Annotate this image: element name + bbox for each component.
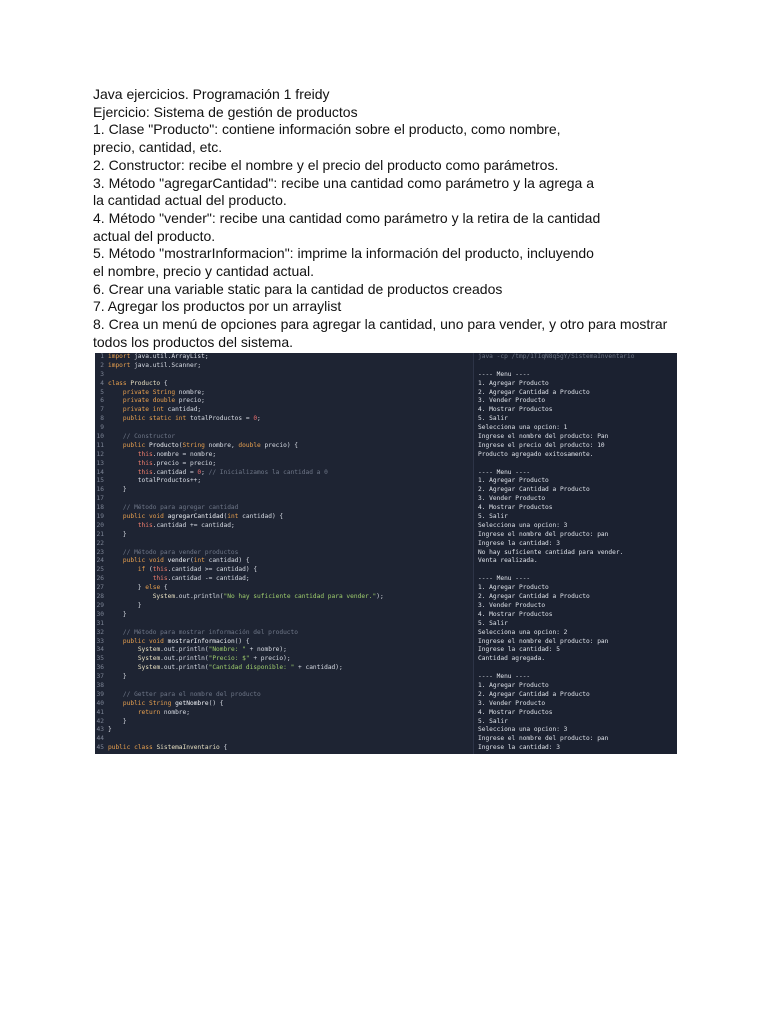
code-token	[108, 709, 138, 716]
line-number: 43	[96, 726, 104, 734]
code-token: this	[152, 566, 168, 574]
line-number: 32	[96, 628, 104, 636]
instruction-line: el nombre, precio y cantidad actual.	[93, 263, 315, 280]
code-token: 0	[197, 468, 202, 476]
line-number: 45	[96, 744, 104, 752]
code-line	[95, 655, 473, 664]
code-line	[95, 735, 473, 744]
code-token: .out.println(	[160, 655, 209, 663]
line-number: 25	[96, 566, 104, 574]
code-token: public void	[122, 513, 168, 521]
code-token	[108, 406, 123, 413]
instruction-line: 1. Clase "Producto": contiene información sobre el producto, como nombre,	[93, 121, 561, 138]
code-token: getNombre	[175, 699, 209, 707]
code-line	[95, 620, 473, 629]
code-token	[108, 664, 138, 671]
console-line: Ingrese el nombre del producto: pan	[478, 637, 609, 645]
code-line	[95, 397, 473, 406]
code-token: precio;	[178, 397, 205, 405]
code-token: .out.println(	[175, 593, 224, 601]
code-token: .precio = precio;	[152, 459, 217, 467]
code-token: this	[152, 575, 168, 583]
code-token: cantidad;	[167, 406, 202, 414]
console-line: Ingrese la cantidad: 3	[478, 539, 560, 547]
code-token: class	[108, 379, 131, 387]
line-number: 42	[96, 717, 104, 725]
code-token: .cantidad += cantidad;	[152, 521, 235, 529]
code-line	[95, 460, 473, 469]
instruction-line: 5. Método "mostrarInformacion": imprime la información del producto, incluyendo	[93, 245, 594, 262]
code-line	[95, 513, 473, 522]
line-number: 38	[96, 681, 104, 689]
code-token: }	[108, 610, 127, 618]
code-token: double	[238, 441, 265, 449]
console-line	[474, 664, 677, 673]
line-number: 22	[96, 539, 104, 547]
code-token: "No hay suficiente cantidad para vender."	[223, 593, 377, 601]
console-line: No hay suficiente cantidad para vender.	[478, 548, 624, 556]
code-token	[108, 566, 138, 573]
console-line: Ingrese el nombre del producto: pan	[478, 530, 609, 538]
instruction-line: 3. Método "agregarCantidad": recibe una cantidad como parámetro y la agrega a	[93, 174, 595, 191]
code-token: java.util.Scanner;	[134, 361, 202, 369]
code-token: (	[178, 441, 183, 449]
code-line	[95, 477, 473, 486]
code-token: precio) {	[264, 441, 299, 449]
code-token: else	[145, 584, 164, 592]
code-line	[95, 682, 473, 691]
line-number: 39	[96, 690, 104, 698]
code-token: .cantidad -= cantidad;	[167, 575, 250, 583]
code-token: agregarCantidad	[167, 513, 224, 521]
code-line	[95, 629, 473, 638]
code-token: private	[122, 397, 153, 405]
code-token	[108, 460, 138, 467]
code-token	[108, 442, 123, 449]
code-token: public	[122, 441, 149, 449]
code-token: .cantidad >= cantidad) {	[167, 566, 258, 574]
code-line	[95, 380, 473, 389]
line-number: 19	[96, 513, 104, 521]
code-line	[95, 709, 473, 718]
code-token: + nombre);	[245, 646, 287, 654]
code-token: "Nombre: "	[208, 646, 246, 654]
code-line	[95, 646, 473, 655]
console-line	[474, 460, 677, 469]
console-line: Producto agregado exitosamente.	[478, 450, 594, 458]
code-line	[95, 371, 473, 380]
code-token	[108, 451, 138, 458]
code-token: System	[137, 646, 161, 654]
console-command: java -cp /tmp/1TIqN8q5gY/SistemaInventario	[478, 353, 635, 360]
line-number: 37	[96, 673, 104, 681]
code-line	[95, 744, 473, 753]
code-token	[108, 593, 153, 600]
document-text	[93, 86, 693, 352]
code-line	[95, 691, 473, 700]
line-number: 18	[96, 504, 104, 512]
instruction-line: actual del producto.	[93, 227, 216, 244]
code-token: (	[189, 557, 194, 565]
code-token	[108, 522, 138, 529]
line-number: 6	[100, 397, 104, 405]
code-token: SistemaInventario	[156, 744, 224, 752]
console-line	[474, 566, 677, 575]
code-token: String	[152, 388, 179, 396]
code-token: int	[193, 557, 209, 565]
code-token	[108, 655, 138, 662]
code-token: totalProductos++;	[108, 477, 202, 485]
code-line	[95, 433, 473, 442]
code-token: // Inicializamos la cantidad a 0	[208, 468, 328, 476]
code-token: int	[152, 406, 168, 414]
code-line	[95, 611, 473, 620]
code-line	[95, 531, 473, 540]
code-token: .nombre = nombre;	[152, 450, 217, 458]
instruction-line: 7. Agregar los productos por un arraylist	[93, 298, 342, 315]
code-line	[95, 442, 473, 451]
console-line: 2. Agregar Cantidad a Producto	[478, 593, 590, 601]
line-number: 40	[96, 699, 104, 707]
code-line	[95, 522, 473, 531]
code-token: .cantidad =	[152, 468, 198, 476]
code-token: totalProductos =	[189, 415, 254, 423]
code-token: .out.println(	[160, 646, 209, 654]
instruction-line: todos los productos del sistema.	[93, 333, 293, 350]
console-line: 1. Agregar Producto	[478, 681, 549, 689]
code-token: private	[122, 388, 153, 396]
code-token: (	[149, 566, 153, 574]
code-token: this	[137, 521, 153, 529]
line-number: 44	[96, 735, 104, 743]
code-token: System	[137, 655, 161, 663]
line-number: 16	[96, 486, 104, 494]
console-line: ---- Menu ----	[478, 673, 531, 681]
code-token: System	[137, 664, 161, 672]
code-editor-pane	[95, 353, 473, 754]
code-token: public	[122, 699, 149, 707]
code-token: {	[163, 584, 168, 592]
code-line	[95, 673, 473, 682]
document-title: Java ejercicios. Programación 1 freidy	[93, 86, 330, 102]
code-token: System	[152, 593, 176, 601]
code-token: }	[108, 726, 112, 734]
code-token: String	[182, 441, 209, 449]
console-line: 4. Mostrar Productos	[478, 708, 553, 716]
code-line	[95, 424, 473, 433]
code-line	[95, 557, 473, 566]
code-line	[95, 566, 473, 575]
code-line	[95, 540, 473, 549]
line-number: 27	[96, 584, 104, 592]
line-number: 4	[100, 379, 104, 387]
code-line	[95, 602, 473, 611]
line-number: 41	[96, 708, 104, 716]
code-token	[108, 469, 138, 476]
line-number: 8	[100, 415, 104, 423]
code-token: java.util.ArrayList;	[134, 353, 209, 360]
code-token: import	[108, 353, 135, 360]
code-token	[108, 557, 123, 564]
code-token	[108, 513, 123, 520]
console-line: 2. Agregar Cantidad a Producto	[478, 690, 590, 698]
line-number: 15	[96, 477, 104, 485]
line-number: 13	[96, 459, 104, 467]
console-line: 5. Salir	[478, 717, 508, 725]
console-line: Selecciona una opcion: 2	[478, 628, 568, 636]
code-token: String	[148, 699, 176, 707]
console-line: Ingrese la cantidad: 5	[478, 646, 560, 654]
code-line	[95, 575, 473, 584]
code-token: 0	[253, 415, 258, 423]
code-token: (	[223, 513, 228, 521]
code-token: this	[137, 459, 153, 467]
line-number: 36	[96, 664, 104, 672]
console-line: Cantidad agregada.	[478, 655, 546, 663]
code-line	[95, 495, 473, 504]
code-line	[95, 593, 473, 602]
console-line: Ingrese el nombre del producto: pan	[478, 735, 609, 743]
console-line: 1. Agregar Producto	[478, 477, 549, 485]
code-token: + cantidad);	[294, 664, 343, 672]
code-token: int	[227, 513, 243, 521]
console-line: Ingrese el precio del producto: 10	[478, 441, 605, 449]
code-token: this	[137, 468, 153, 476]
code-token: () {	[208, 699, 224, 707]
code-line	[95, 718, 473, 727]
line-number: 14	[96, 468, 104, 476]
line-number: 5	[100, 388, 104, 396]
code-token: }	[108, 530, 127, 538]
code-line	[95, 549, 473, 558]
line-number: 17	[96, 495, 104, 503]
console-line: ---- Menu ----	[478, 468, 531, 476]
code-token: mostrarInformacion	[167, 637, 235, 645]
code-token: }	[108, 601, 142, 609]
console-line: 4. Mostrar Productos	[478, 610, 553, 618]
code-token: int	[175, 415, 190, 423]
console-line: Ingrese el nombre del producto: Pan	[478, 433, 609, 441]
code-line	[95, 664, 473, 673]
console-line: 3. Vender Producto	[478, 397, 546, 405]
code-token: import	[108, 361, 135, 369]
console-line: Selecciona una opcion: 3	[478, 521, 568, 529]
code-token	[108, 646, 138, 653]
line-number: 33	[96, 637, 104, 645]
line-number: 21	[96, 530, 104, 538]
console-line: Selecciona una opcion: 3	[478, 726, 568, 734]
code-token: vender	[167, 557, 190, 565]
code-token	[108, 415, 123, 422]
console-line: ---- Menu ----	[478, 370, 531, 378]
code-token	[108, 389, 123, 396]
instruction-line: la cantidad actual del producto.	[93, 192, 287, 209]
code-token: ;	[257, 415, 261, 423]
instruction-line: 2. Constructor: recibe el nombre y el precio del producto como parámetros.	[93, 156, 559, 173]
code-token: nombre;	[178, 388, 205, 396]
code-token: .out.println(	[160, 664, 209, 672]
code-token: private	[122, 406, 153, 414]
console-line: 1. Agregar Producto	[478, 379, 549, 387]
console-line: Selecciona una opcion: 1	[478, 424, 568, 432]
console-line: 5. Salir	[478, 513, 508, 521]
line-number: 23	[96, 548, 104, 556]
code-token: }	[108, 673, 127, 681]
code-token: + precio);	[249, 655, 291, 663]
code-token	[108, 575, 153, 582]
code-line	[95, 353, 473, 362]
code-token: // Método para agregar cantidad	[108, 504, 239, 512]
code-token: );	[376, 593, 384, 601]
code-line	[95, 415, 473, 424]
code-line	[95, 584, 473, 593]
code-token: }	[108, 486, 127, 494]
code-token: return	[137, 708, 164, 716]
code-token: // Constructor	[108, 433, 176, 441]
code-token: {	[163, 379, 168, 387]
console-output-pane	[473, 353, 677, 754]
code-line	[95, 406, 473, 415]
code-token: double	[152, 397, 179, 405]
code-line	[95, 389, 473, 398]
instruction-line: precio, cantidad, etc.	[93, 139, 223, 156]
line-number: 31	[96, 619, 104, 627]
line-number: 30	[96, 610, 104, 618]
code-token: this	[137, 450, 153, 458]
console-line: 1. Agregar Producto	[478, 584, 549, 592]
code-line	[95, 638, 473, 647]
code-token	[108, 397, 123, 404]
line-number: 3	[100, 370, 104, 378]
code-token: }	[108, 717, 127, 725]
code-token: // Método para mostrar información del producto	[108, 628, 298, 636]
console-line: 4. Mostrar Productos	[478, 406, 553, 414]
code-token: "Precio: $"	[208, 655, 250, 663]
code-line	[95, 504, 473, 513]
console-line: 2. Agregar Cantidad a Producto	[478, 486, 590, 494]
instruction-line: 4. Método "vender": recibe una cantidad como parámetro y la retira de la cantidad	[93, 209, 601, 226]
line-number: 10	[96, 433, 104, 441]
code-token: public class	[108, 744, 157, 752]
code-token: () {	[234, 637, 250, 645]
line-number: 20	[96, 521, 104, 529]
code-line	[95, 451, 473, 460]
console-line: 4. Mostrar Productos	[478, 504, 553, 512]
console-line: 3. Vender Producto	[478, 699, 546, 707]
line-number: 28	[96, 593, 104, 601]
code-token	[108, 700, 123, 707]
console-line: 2. Agregar Cantidad a Producto	[478, 388, 590, 396]
console-line: Ingrese la cantidad: 3	[478, 744, 560, 752]
console-line: 5. Salir	[478, 619, 508, 627]
line-number: 35	[96, 655, 104, 663]
line-number: 9	[100, 424, 104, 432]
code-token: Producto	[148, 441, 179, 449]
console-line: ---- Menu ----	[478, 575, 531, 583]
line-number: 34	[96, 646, 104, 654]
console-line: 3. Vender Producto	[478, 495, 546, 503]
code-line	[95, 486, 473, 495]
code-line	[95, 700, 473, 709]
line-number: 1	[100, 353, 104, 360]
console-line	[474, 362, 677, 371]
console-line: Venta realizada.	[478, 557, 538, 565]
code-token: Producto	[130, 379, 164, 387]
console-line: 5. Salir	[478, 415, 508, 423]
exercise-heading: Ejercicio: Sistema de gestión de productos	[93, 103, 358, 120]
line-number: 12	[96, 450, 104, 458]
code-token: public void	[122, 637, 168, 645]
code-token: if	[137, 566, 149, 574]
line-number: 26	[96, 575, 104, 583]
line-number: 24	[96, 557, 104, 565]
code-token	[108, 638, 123, 645]
code-token: nombre,	[208, 441, 239, 449]
instruction-line: 6. Crear una variable static para la cantidad de productos creados	[93, 280, 503, 297]
code-line	[95, 726, 473, 735]
code-line	[95, 469, 473, 478]
code-token: nombre;	[163, 708, 190, 716]
code-line	[95, 362, 473, 371]
line-number: 11	[96, 441, 104, 449]
code-token: // Método para vender productos	[108, 548, 239, 556]
code-token: public void	[122, 557, 168, 565]
code-token: }	[108, 584, 146, 592]
line-number: 2	[100, 361, 104, 369]
code-token: // Getter para el nombre del producto	[108, 690, 261, 698]
line-number: 29	[96, 601, 104, 609]
line-number: 7	[100, 406, 104, 414]
code-screenshot	[95, 353, 677, 754]
code-token: cantidad) {	[242, 513, 284, 521]
code-token: cantidad) {	[208, 557, 250, 565]
code-token: ;	[201, 468, 209, 476]
code-token: {	[223, 744, 228, 752]
instruction-line: 8. Crea un menú de opciones para agregar la cantidad, uno para vender, y otro para mostrar	[93, 316, 668, 333]
console-line: 3. Vender Producto	[478, 601, 546, 609]
code-token: "Cantidad disponible: "	[208, 664, 295, 672]
code-token: public static	[122, 415, 176, 423]
